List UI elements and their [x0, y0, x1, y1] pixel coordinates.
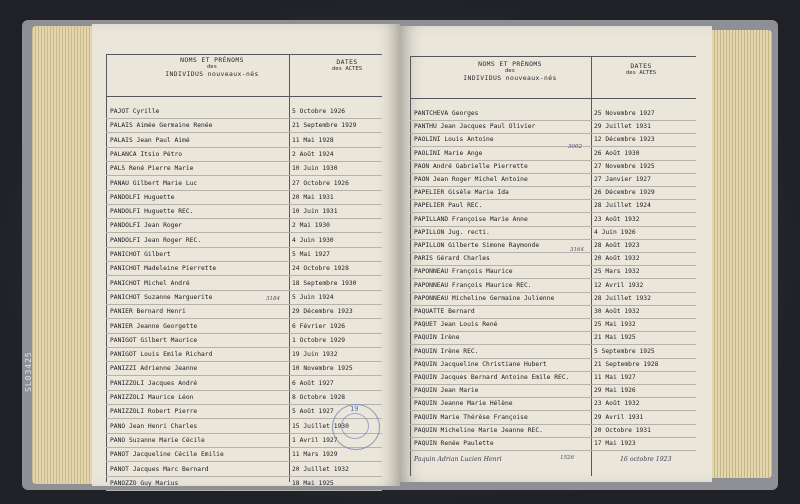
entry-rule	[410, 331, 696, 332]
entry-date: 23 Août 1932	[594, 215, 640, 223]
entry-name: PAON André Gabrielle Pierrette	[414, 162, 528, 170]
entry-name: PAQUIN Renée Paulette	[414, 440, 494, 447]
entry-name: PAON Jean Roger Michel Antoine	[414, 176, 528, 183]
entry-rule	[106, 333, 382, 334]
entry-name: PAPELIER Paul REC.	[414, 202, 483, 210]
entry-date: 20 Mai 1931	[292, 193, 334, 201]
left-page-edges	[32, 26, 94, 484]
left-date-header: DATES des ACTES	[331, 58, 363, 72]
right-margin-note-1: 3002	[568, 144, 582, 150]
entry-name: PANO Jean Henri Charles	[110, 422, 198, 430]
entry-rule	[410, 186, 696, 187]
entry-name: PAQUIN Jacqueline Christiane Hubert	[414, 360, 547, 368]
right-margin-note-3: 1526	[560, 455, 574, 461]
entry-date: 5 Juin 1924	[292, 293, 334, 301]
entry-date: 25 Mars 1932	[594, 268, 640, 276]
right-page-edges	[712, 30, 772, 478]
entry-rule	[410, 252, 696, 253]
entry-name: PAPONNEAU Micheline Germaine Julienne	[414, 294, 555, 302]
entry-name: PANIGOT Gilbert Maurice	[110, 336, 198, 344]
entry-name: PANIER Bernard Henri	[110, 308, 186, 316]
stamp-number: 19	[350, 405, 359, 413]
entry-date: 29 Décembre 1923	[292, 308, 353, 316]
entry-rule	[410, 120, 696, 121]
entry-name: PANIZZI Adrienne Jeanne	[110, 365, 198, 373]
entry-date: 6 Août 1927	[292, 379, 334, 387]
right-top-rule	[410, 56, 696, 57]
left-top-rule	[106, 54, 382, 55]
entry-date: 6 Février 1926	[292, 322, 346, 330]
entry-date: 20 Octobre 1931	[594, 426, 651, 434]
entry-date: 25 Mai 1932	[594, 321, 636, 329]
entry-name: PAQUET Jean Louis René	[414, 321, 498, 329]
entry-name: PAPILLON Jug. recti.	[414, 228, 490, 236]
entry-date: 20 Août 1932	[594, 255, 640, 263]
entry-name: PAPONNEAU François Maurice REC.	[414, 281, 532, 289]
entry-date: 5 Mai 1927	[292, 251, 330, 258]
entry-date: 5 Septembre 1925	[594, 347, 655, 355]
entry-date: 24 Octobre 1928	[292, 265, 349, 273]
entry-rule	[410, 146, 696, 147]
entry-name: PANIZZOLI Robert Pierre	[110, 408, 198, 416]
entry-name: PALANCA Itsio Pétro	[110, 150, 183, 158]
entry-rule	[106, 361, 382, 362]
left-name-header: NOMS ET PRÉNOMS des INDIVIDUS nouveaux-nés	[165, 56, 259, 78]
entry-name: PANOZZO Guy Marius	[110, 479, 179, 487]
entry-date: 2 Août 1924	[292, 150, 334, 158]
entry-date: 26 Août 1930	[594, 149, 640, 157]
entry-rule	[410, 424, 696, 425]
entry-date: 28 Juillet 1924	[594, 202, 651, 210]
entry-date: 11 Mars 1929	[292, 451, 338, 459]
entry-rule	[106, 190, 382, 191]
entry-name: PAOLINI Louis Antoine	[414, 136, 494, 144]
entry-name: PALS René Pierre Marie	[110, 165, 194, 173]
entry-name: PANAU Gilbert Marie Luc	[110, 179, 198, 187]
entry-rule	[410, 344, 696, 345]
entry-rule	[410, 358, 696, 359]
entry-rule	[410, 265, 696, 266]
entry-date: 29 Mai 1926	[594, 387, 636, 395]
entry-rule	[106, 390, 382, 391]
entry-rule	[410, 160, 696, 161]
entry-date: 10 Juin 1931	[292, 208, 338, 216]
entry-date: 4 Juin 1926	[594, 228, 636, 236]
handwritten-entry-date: 16 octobre 1923	[620, 456, 672, 463]
entry-date: 19 Juin 1932	[292, 351, 338, 359]
entry-name: PANTHU Jean Jacques Paul Olivier	[414, 123, 536, 131]
entry-name: PAQUIN Jacques Bernard Antoine Emile REC.	[414, 374, 570, 381]
entry-name: PALAIS Jean Paul Aimé	[110, 136, 190, 144]
entry-date: 11 Mai 1927	[594, 374, 636, 381]
entry-name: PANDOLFI Jean Roger REC.	[110, 236, 201, 244]
entry-date: 1 Avril 1927	[292, 436, 338, 444]
entry-name: PANICHOT Michel André	[110, 279, 190, 287]
entry-rule	[410, 318, 696, 319]
entry-date: 1 Octobre 1929	[292, 336, 346, 344]
entry-name: PAQUIN Irène	[414, 334, 460, 342]
entry-name: PALAIS Aimée Germaine Renée	[110, 122, 213, 130]
entry-rule	[410, 305, 696, 306]
right-header-rule	[410, 98, 696, 99]
entry-date: 21 Septembre 1928	[594, 360, 659, 368]
entry-rule	[106, 118, 382, 119]
entry-date: 27 Novembre 1925	[594, 162, 655, 170]
left-header-rule	[106, 96, 382, 97]
entry-name: PAPELIER Gisèle Marie Ida	[414, 189, 509, 197]
entry-date: 2 Mai 1930	[292, 222, 330, 230]
entry-name: PANIZZOLI Maurice Léon	[110, 394, 194, 401]
entry-date: 29 Juillet 1931	[594, 123, 651, 131]
entry-date: 15 Juillet 1930	[292, 422, 349, 430]
entry-date: 26 Décembre 1929	[594, 189, 655, 197]
entry-date: 28 Juillet 1932	[594, 294, 651, 302]
entry-name: PANICHOT Suzanne Marguerite	[110, 293, 213, 301]
entry-name: PAQUIN Jean Marie	[414, 387, 479, 395]
entry-date: 21 Mai 1925	[594, 334, 636, 342]
entry-date: 27 Octobre 1926	[292, 179, 349, 187]
entry-date: 25 Novembre 1927	[594, 110, 655, 117]
entry-rule	[410, 437, 696, 438]
entry-name: PANIER Jeanne Georgette	[110, 322, 198, 330]
entry-name: PAQUIN Irène REC.	[414, 347, 479, 355]
entry-rule	[106, 304, 382, 305]
entry-date: 17 Mai 1923	[594, 440, 636, 447]
entry-rule	[106, 175, 382, 176]
entry-rule	[106, 232, 382, 233]
left-margin-note: 3184	[266, 296, 280, 302]
entry-rule	[106, 476, 382, 477]
entry-name: PAPILLAND Françoise Marie Anne	[414, 215, 528, 223]
entry-rule	[106, 447, 382, 448]
entry-name: PAJOT Cyrille	[110, 108, 160, 115]
entry-rule	[106, 375, 382, 376]
entry-date: 18 Septembre 1930	[292, 279, 357, 287]
entry-rule	[410, 292, 696, 293]
entry-rule	[410, 450, 696, 451]
entry-name: PANDOLFI Huguette REC.	[110, 208, 194, 216]
entry-name: PANDOLFI Jean Roger	[110, 222, 183, 230]
entry-name: PANICHOT Gilbert	[110, 251, 171, 258]
entry-rule	[410, 133, 696, 134]
entry-date: 30 Août 1932	[594, 308, 640, 315]
entry-name: PANOT Jacqueline Cécile Emilie	[110, 451, 224, 459]
entry-name: PANOT Jacques Marc Bernard	[110, 465, 209, 473]
entry-date: 5 Août 1927	[292, 408, 334, 416]
entry-name: PANO Suzanne Marie Cécile	[110, 436, 205, 444]
entry-date: 5 Octobre 1926	[292, 108, 346, 115]
entry-date: 4 Juin 1930	[292, 236, 334, 244]
entry-rule	[106, 490, 382, 491]
entry-name: PANIGOT Louis Emile Richard	[110, 351, 213, 359]
entry-rule	[106, 204, 382, 205]
entry-date: 29 Avril 1931	[594, 413, 644, 421]
right-date-header: DATES des ACTES	[625, 62, 657, 76]
entry-date: 10 Juin 1930	[292, 165, 338, 173]
entry-rule	[106, 161, 382, 162]
entry-date: 12 Décembre 1923	[594, 136, 655, 144]
entry-rule	[106, 218, 382, 219]
entry-name: PANIZZOLI Jacques André	[110, 379, 198, 387]
entry-rule	[106, 290, 382, 291]
entry-rule	[410, 212, 696, 213]
entry-name: PARIS Gérard Charles	[414, 255, 490, 263]
entry-date: 20 Juillet 1932	[292, 465, 349, 473]
entry-rule	[410, 384, 696, 385]
entry-rule	[410, 278, 696, 279]
entry-date: 12 Avril 1932	[594, 281, 644, 289]
entry-name: PANTCHEVA Georges	[414, 110, 479, 117]
entry-rule	[106, 461, 382, 462]
entry-rule	[106, 404, 382, 405]
entry-name: PAQUATTE Bernard	[414, 308, 475, 315]
entry-name: PANICHOT Madeleine Pierrette	[110, 265, 217, 273]
entry-date: 23 Août 1932	[594, 400, 640, 408]
entry-date: 28 Août 1923	[594, 242, 640, 249]
right-margin-note-2: 3164	[570, 247, 584, 253]
entry-name: PAOLINI Marie Ange	[414, 149, 483, 157]
entry-rule	[410, 371, 696, 372]
entry-name: PAQUIN Jeanne Marie Hélène	[414, 400, 513, 408]
entry-name: PAPILLON Gilberte Simone Raymonde	[414, 242, 540, 249]
archive-code: SL03425	[24, 351, 33, 392]
entry-date: 18 Mai 1925	[292, 479, 334, 487]
entry-date: 11 Mai 1928	[292, 136, 334, 144]
entry-date: 10 Novembre 1925	[292, 365, 353, 373]
right-page	[400, 26, 712, 482]
entry-rule	[106, 147, 382, 148]
entry-rule	[410, 226, 696, 227]
entry-rule	[106, 247, 382, 248]
entry-name: PAQUIN Marie Thérèse Françoise	[414, 413, 528, 421]
entry-rule	[106, 261, 382, 262]
entry-date: 27 Janvier 1927	[594, 176, 651, 183]
entry-date: 8 Octobre 1928	[292, 394, 346, 401]
entry-rule	[410, 239, 696, 240]
entry-rule	[106, 275, 382, 276]
entry-rule	[410, 173, 696, 174]
right-name-header: NOMS ET PRÉNOMS des INDIVIDUS nouveaux-nés	[463, 60, 557, 82]
handwritten-entry-name: Paquin Adrian Lucien Henri	[414, 456, 502, 463]
entry-name: PAPONNEAU François Maurice	[414, 268, 513, 276]
entry-name: PAQUIN Micheline Marie Jeanne REC.	[414, 426, 543, 434]
entry-rule	[106, 347, 382, 348]
entry-name: PANDOLFI Huguette	[110, 193, 175, 201]
entry-rule	[106, 132, 382, 133]
entry-rule	[410, 397, 696, 398]
entry-rule	[410, 410, 696, 411]
entry-date: 21 Septembre 1929	[292, 122, 357, 130]
entry-rule	[106, 318, 382, 319]
entry-rule	[410, 199, 696, 200]
